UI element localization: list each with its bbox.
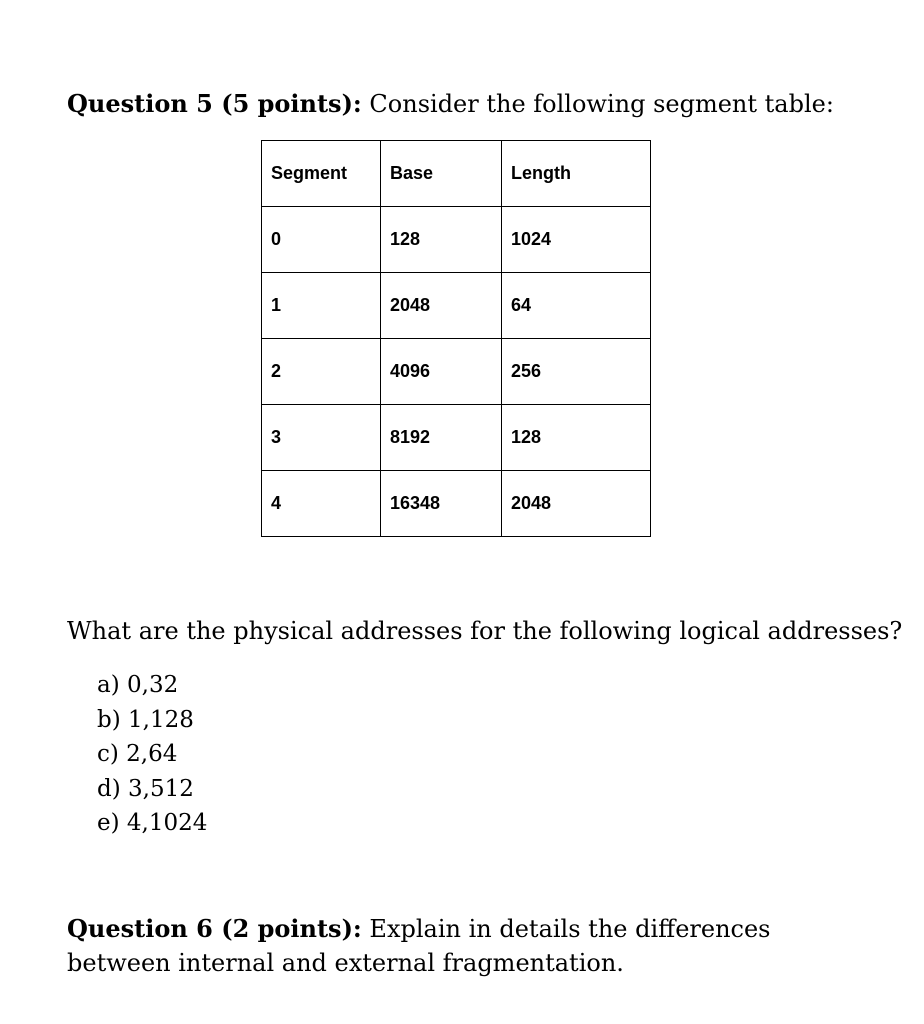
question-5-heading — [67, 87, 834, 121]
list-item: a) 0,32 — [97, 672, 179, 698]
table-row — [262, 207, 651, 273]
list-item: d) 3,512 — [97, 775, 194, 802]
cell-base: 2048 — [381, 273, 502, 339]
list-item: b) 1,128 — [97, 706, 194, 733]
cell-base: 8192 — [381, 405, 502, 471]
cell-length: 128 — [502, 405, 651, 471]
question-5-text: Consider the following segment table: — [361, 90, 834, 118]
table-header-row — [262, 141, 651, 207]
cell-base: 4096 — [381, 339, 502, 405]
table-row — [262, 339, 651, 405]
cell-base: 16348 — [381, 471, 502, 537]
logical-address-list — [97, 668, 207, 841]
table-row — [262, 405, 651, 471]
cell-segment: 1 — [262, 273, 381, 339]
table-row — [262, 471, 651, 537]
segment-table — [261, 140, 651, 537]
question-5-label: Question 5 (5 points): — [67, 89, 362, 118]
table-row — [262, 273, 651, 339]
header-base: Base — [381, 141, 502, 207]
cell-segment: 2 — [262, 339, 381, 405]
question-6-heading — [67, 912, 867, 980]
cell-segment: 4 — [262, 471, 381, 537]
header-segment: Segment — [262, 141, 381, 207]
cell-segment: 3 — [262, 405, 381, 471]
header-length: Length — [502, 141, 651, 207]
cell-length: 256 — [502, 339, 651, 405]
cell-length: 2048 — [502, 471, 651, 537]
cell-length: 1024 — [502, 207, 651, 273]
list-item: c) 2,64 — [97, 741, 178, 767]
question-6-text: Explain in details the differences between internal and external fragmentation. — [67, 915, 771, 977]
cell-base: 128 — [381, 207, 502, 273]
cell-segment: 0 — [262, 207, 381, 273]
question-5-prompt: What are the physical addresses for the following logical addresses? — [67, 617, 903, 645]
question-6-label: Question 6 (2 points): — [67, 914, 362, 943]
cell-length: 64 — [502, 273, 651, 339]
list-item: e) 4,1024 — [97, 810, 208, 836]
